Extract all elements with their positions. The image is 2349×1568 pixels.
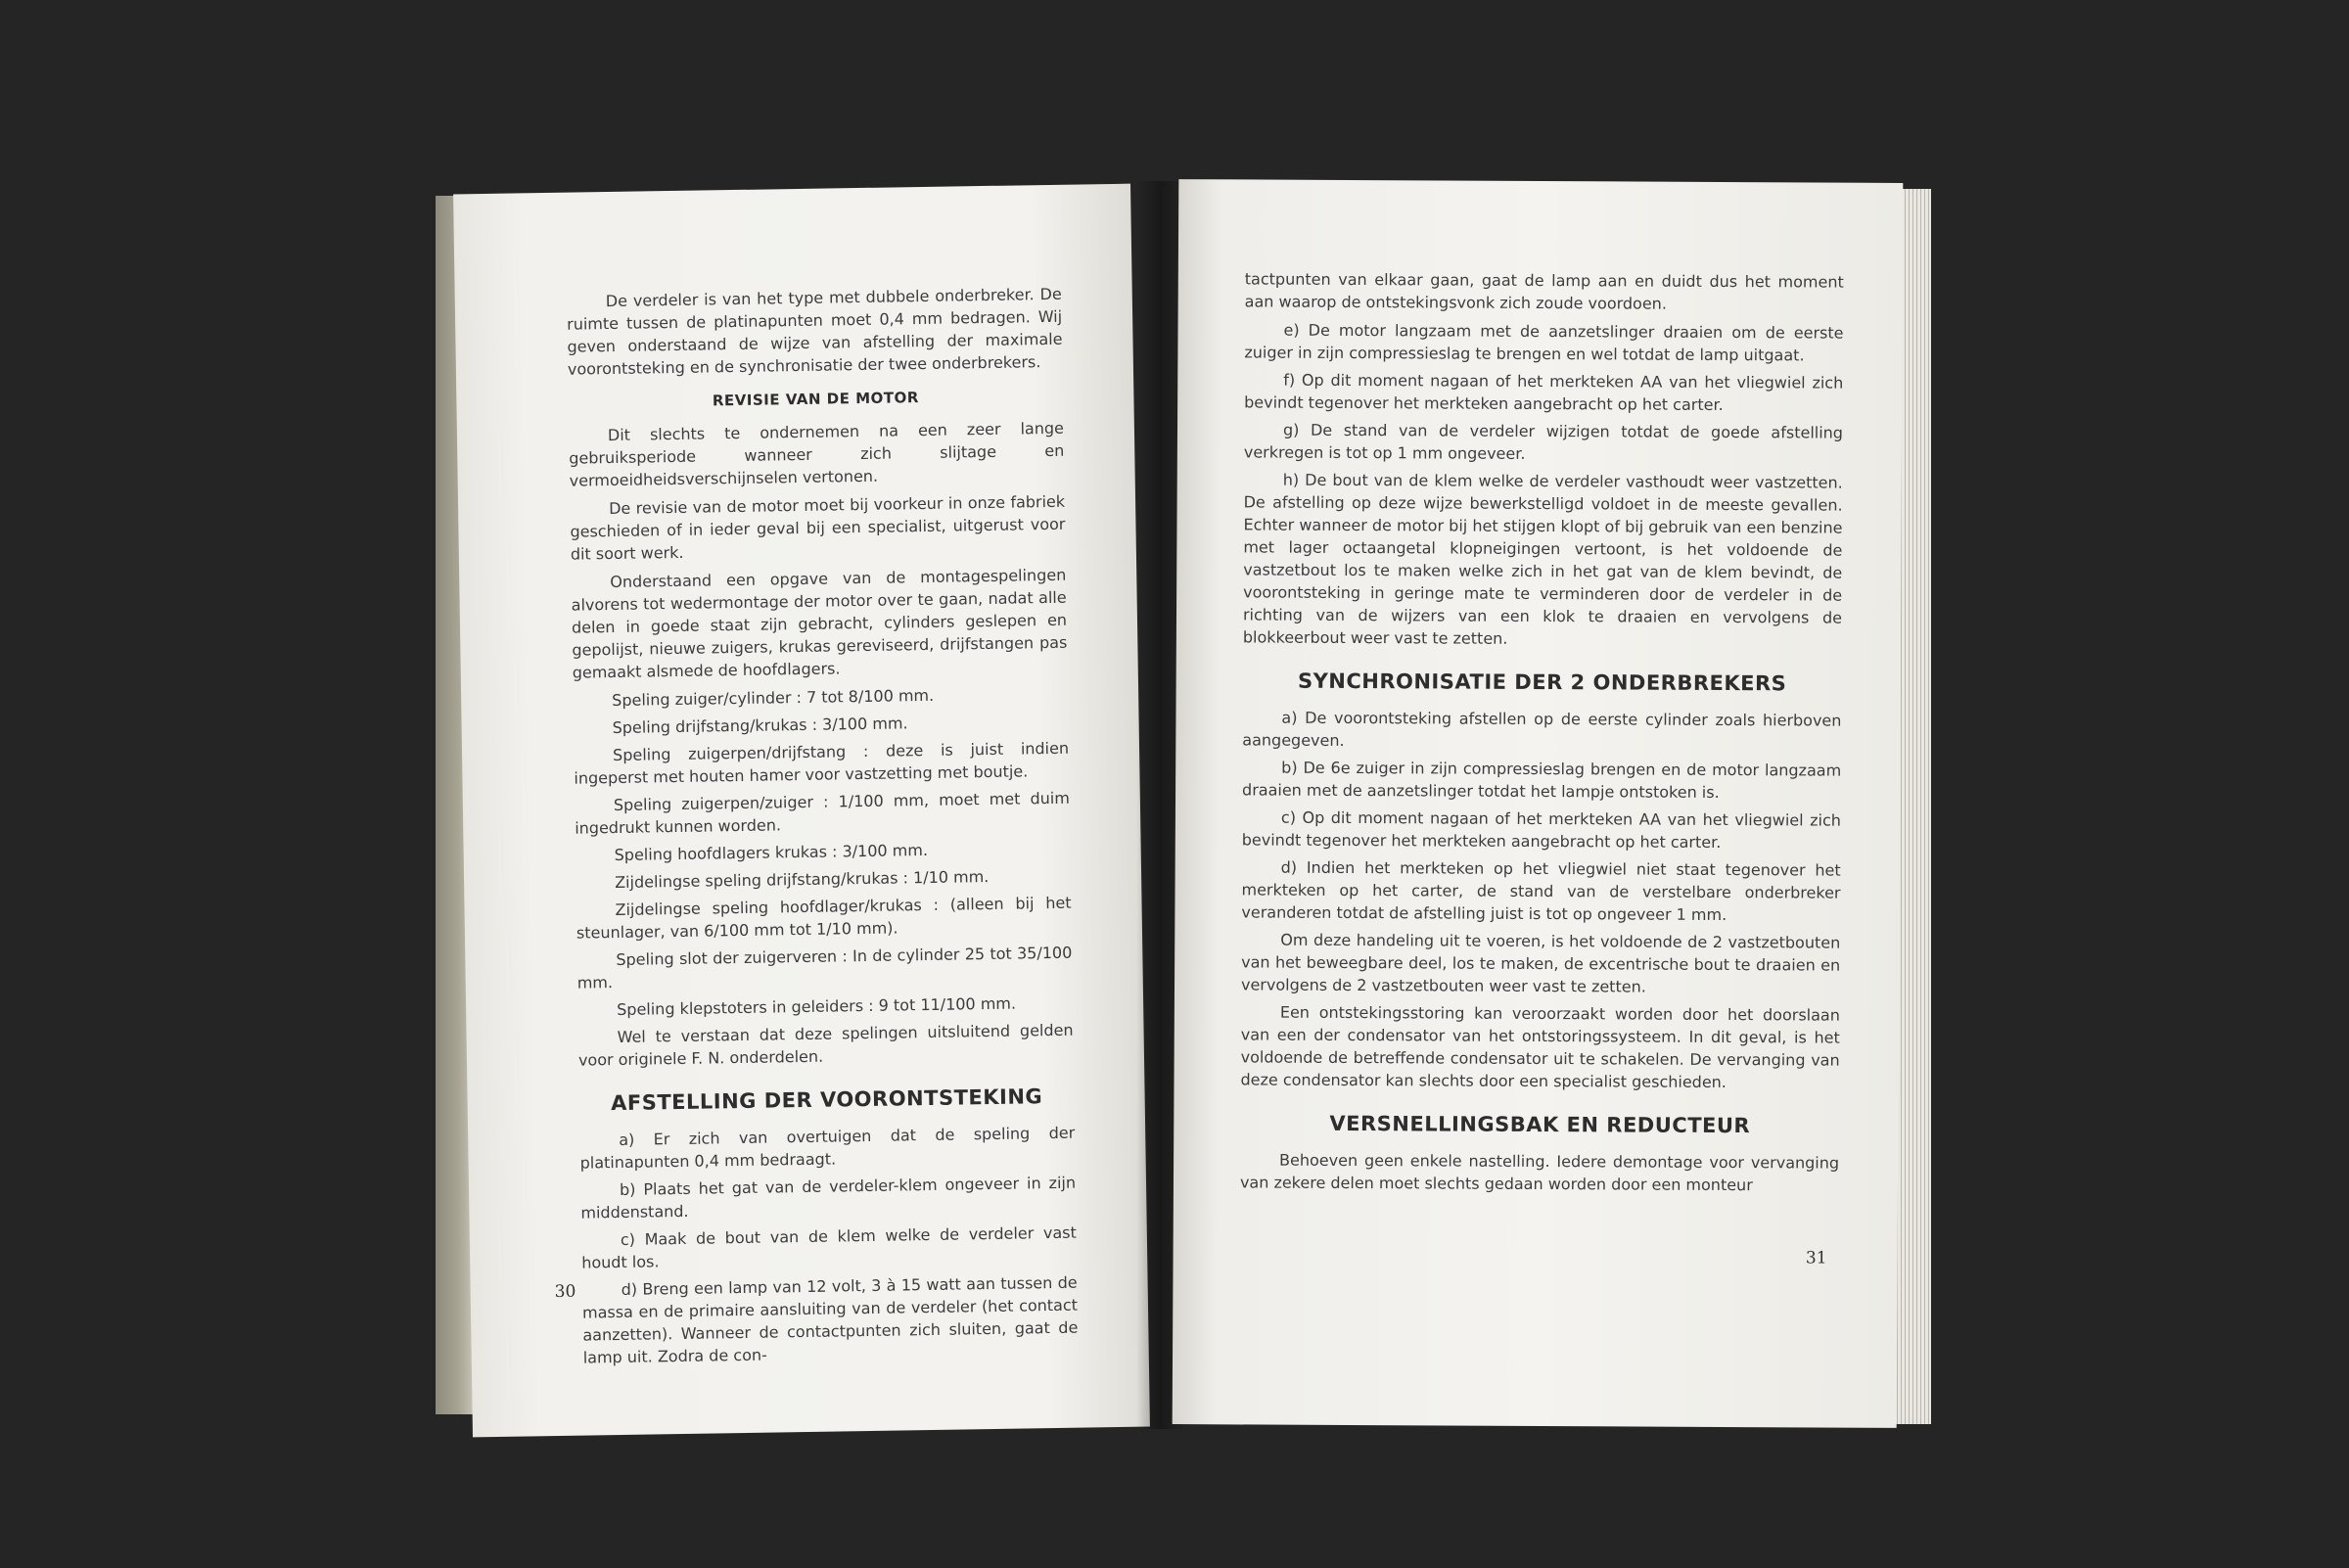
step-item: a) Er zich van overtuigen dat de speling der platinapunten 0,4 mm bedraagt. — [579, 1123, 1076, 1173]
spec-item: Speling klepstoters in geleiders : 9 tot 11/100 mm. — [617, 993, 1017, 1019]
section-heading-revisie: REVISIE VAN DE MOTOR — [712, 389, 919, 410]
spec-item: Zijdelingse speling hoofdlager/krukas : (alleen bij het steunlager, van 6/100 mm tot 1/10 mm). — [576, 893, 1072, 943]
spec-item: Speling zuigerpen/drijfstang : deze is juist indien ingeperst met houten hamer voor vastzetting met boutje. — [574, 738, 1070, 788]
section-heading-versnellingsbak: VERSNELLINGSBAK EN REDUCTEUR — [1329, 1111, 1751, 1138]
sync-item: c) Op dit moment nagaan of het merkteken AA van het vliegwiel zich bevindt tegenover het merkteken aangebracht op het carter. — [1241, 807, 1841, 852]
intro-paragraph: De verdeler is van het type met dubbele onderbreker. De ruimte tussen de platinapunten moet 0,4 mm bedragen. Wij geven onderstaand de wijze van afstelling der maximale voorontsteking en de synchronisatie der twee onderbrekers. — [567, 284, 1063, 379]
spec-item: Speling zuigerpen/zuiger : 1/100 mm, moet met duim ingedrukt kunnen worden. — [575, 788, 1070, 838]
spec-item: Speling drijfstang/krukas : 3/100 mm. — [612, 714, 908, 738]
sync-item: Om deze handeling uit te voeren, is het voldoende de 2 vastzetbouten van het beweegbare deel, los te maken, de excentrische bout te draaien en vervolgens de 2 vastzetbouten weer vast te zetten. — [1240, 930, 1841, 996]
paragraph: De revisie van de motor moet bij voorkeur in onze fabriek geschieden of in ieder geval bij een specialist, uitgerust voor dit soort werk. — [570, 491, 1066, 564]
step-item: h) De bout van de klem welke de verdeler vasthoudt weer vastzetten. De afstelling op deze wijze bewerkstelligd voldoet in de meeste gevallen. Echter wanneer de motor bij het stijgen klopt of bij gebruik van een benzine met lager octaangetal klopneigingen vertoont, is het voldoende de vastzetbout los te maken welke zich in het gat van de klem bevindt, de voorontsteking in geringe mate te verminderen door de verdeler in de richting van de wijzers van een klok te draaien en vervolgens de blokkeerbout weer vast te zetten. — [1242, 470, 1843, 648]
step-item: d) Breng een lamp van 12 volt, 3 à 15 watt aan tussen de massa en de primaire aansluiting van de verdeler (het contact aanzetten). Wanneer de contactpunten zich sluiten, gaat de lamp uit. Zodra de con- — [581, 1272, 1079, 1367]
spec-item: Speling slot der zuigerveren : In de cylinder 25 tot 35/100 mm. — [576, 943, 1073, 992]
sync-item: a) De voorontsteking afstellen op de eerste cylinder zoals hierboven aangegeven. — [1242, 708, 1842, 750]
paragraph: Dit slechts te ondernemen na een zeer lange gebruiksperiode wanneer zich slijtage en vermoeidheidsverschijnselen vertonen. — [569, 418, 1065, 490]
spec-item: Zijdelingse speling drijfstang/krukas : 1/10 mm. — [614, 867, 990, 893]
right-page — [1173, 179, 1904, 1428]
left-page — [453, 184, 1150, 1438]
page-number: 30 — [554, 1281, 576, 1303]
spec-item: Wel te verstaan dat deze spelingen uitsluitend gelden voor originele F. N. onderdelen. — [577, 1020, 1074, 1070]
closing-paragraph: Behoeven geen enkele nastelling. Iedere demontage voor vervanging van zekere delen moet slechts gedaan worden door een monteur — [1239, 1150, 1840, 1195]
paragraph: Onderstaand een opgave van de montagespelingen alvorens tot wedermontage der motor over te gaan, nadat alle delen in goede staat zijn gebracht, cylinders geslepen en gepolijst, nieuwe zuigers, krukas gereviseerd, drijfstangen pas gemaakt alsmede de hoofdlagers. — [571, 565, 1068, 682]
sync-item: b) De 6e zuiger in zijn compressieslag brengen en de motor langzaam draaien met de aanzetslinger totdat het lampje ontstoken is. — [1242, 758, 1842, 802]
spec-item: Speling hoofdlagers krukas : 3/100 mm. — [614, 840, 929, 865]
step-item: g) De stand van de verdeler wijzigen totdat de goede afstelling verkregen is tot op 1 mm ongeveer. — [1243, 420, 1844, 463]
spec-item: Speling zuiger/cylinder : 7 tot 8/100 mm. — [612, 685, 935, 711]
section-heading-synchronisatie: SYNCHRONISATIE DER 2 ONDERBREKERS — [1297, 669, 1787, 696]
continuation-paragraph: tactpunten van elkaar gaan, gaat de lamp aan en duidt dus het moment aan waarop de ontstekingsvonk zich zoude voordoen. — [1244, 269, 1844, 313]
open-book — [436, 181, 1948, 1429]
step-item: c) Maak de bout van de klem welke de verdeler vast houdt los. — [581, 1222, 1077, 1272]
step-item: b) Plaats het gat van de verdeler-klem ongeveer in zijn middenstand. — [580, 1173, 1077, 1222]
page-number: 31 — [1805, 1248, 1827, 1268]
step-item: e) De motor langzaam met de aanzetslinger draaien om de eerste zuiger in zijn compressieslag te brengen en wel totdat de lamp uitgaat. — [1244, 320, 1844, 365]
sync-item: d) Indien het merkteken op het vliegwiel niet staat tegenover het merkteken op het carter, de stand van de verstelbare onderbreker veranderen totdat de afstelling juist is tot op ongeveer 1 mm. — [1241, 857, 1841, 925]
step-item: f) Op dit moment nagaan of het merkteken AA van het vliegwiel zich bevindt tegenover het merkteken aangebracht op het carter. — [1244, 370, 1844, 414]
sync-item: Een ontstekingsstoring kan veroorzaakt worden door het doorslaan van een der condensator van het ontstoringssysteem. In dit geval, is het voldoende de betreffende condensator uit te schakelen. De vervanging van deze condensator kan slechts door een specialist geschieden. — [1240, 1002, 1840, 1092]
section-heading-afstelling: AFSTELLING DER VOORONTSTEKING — [610, 1084, 1043, 1116]
